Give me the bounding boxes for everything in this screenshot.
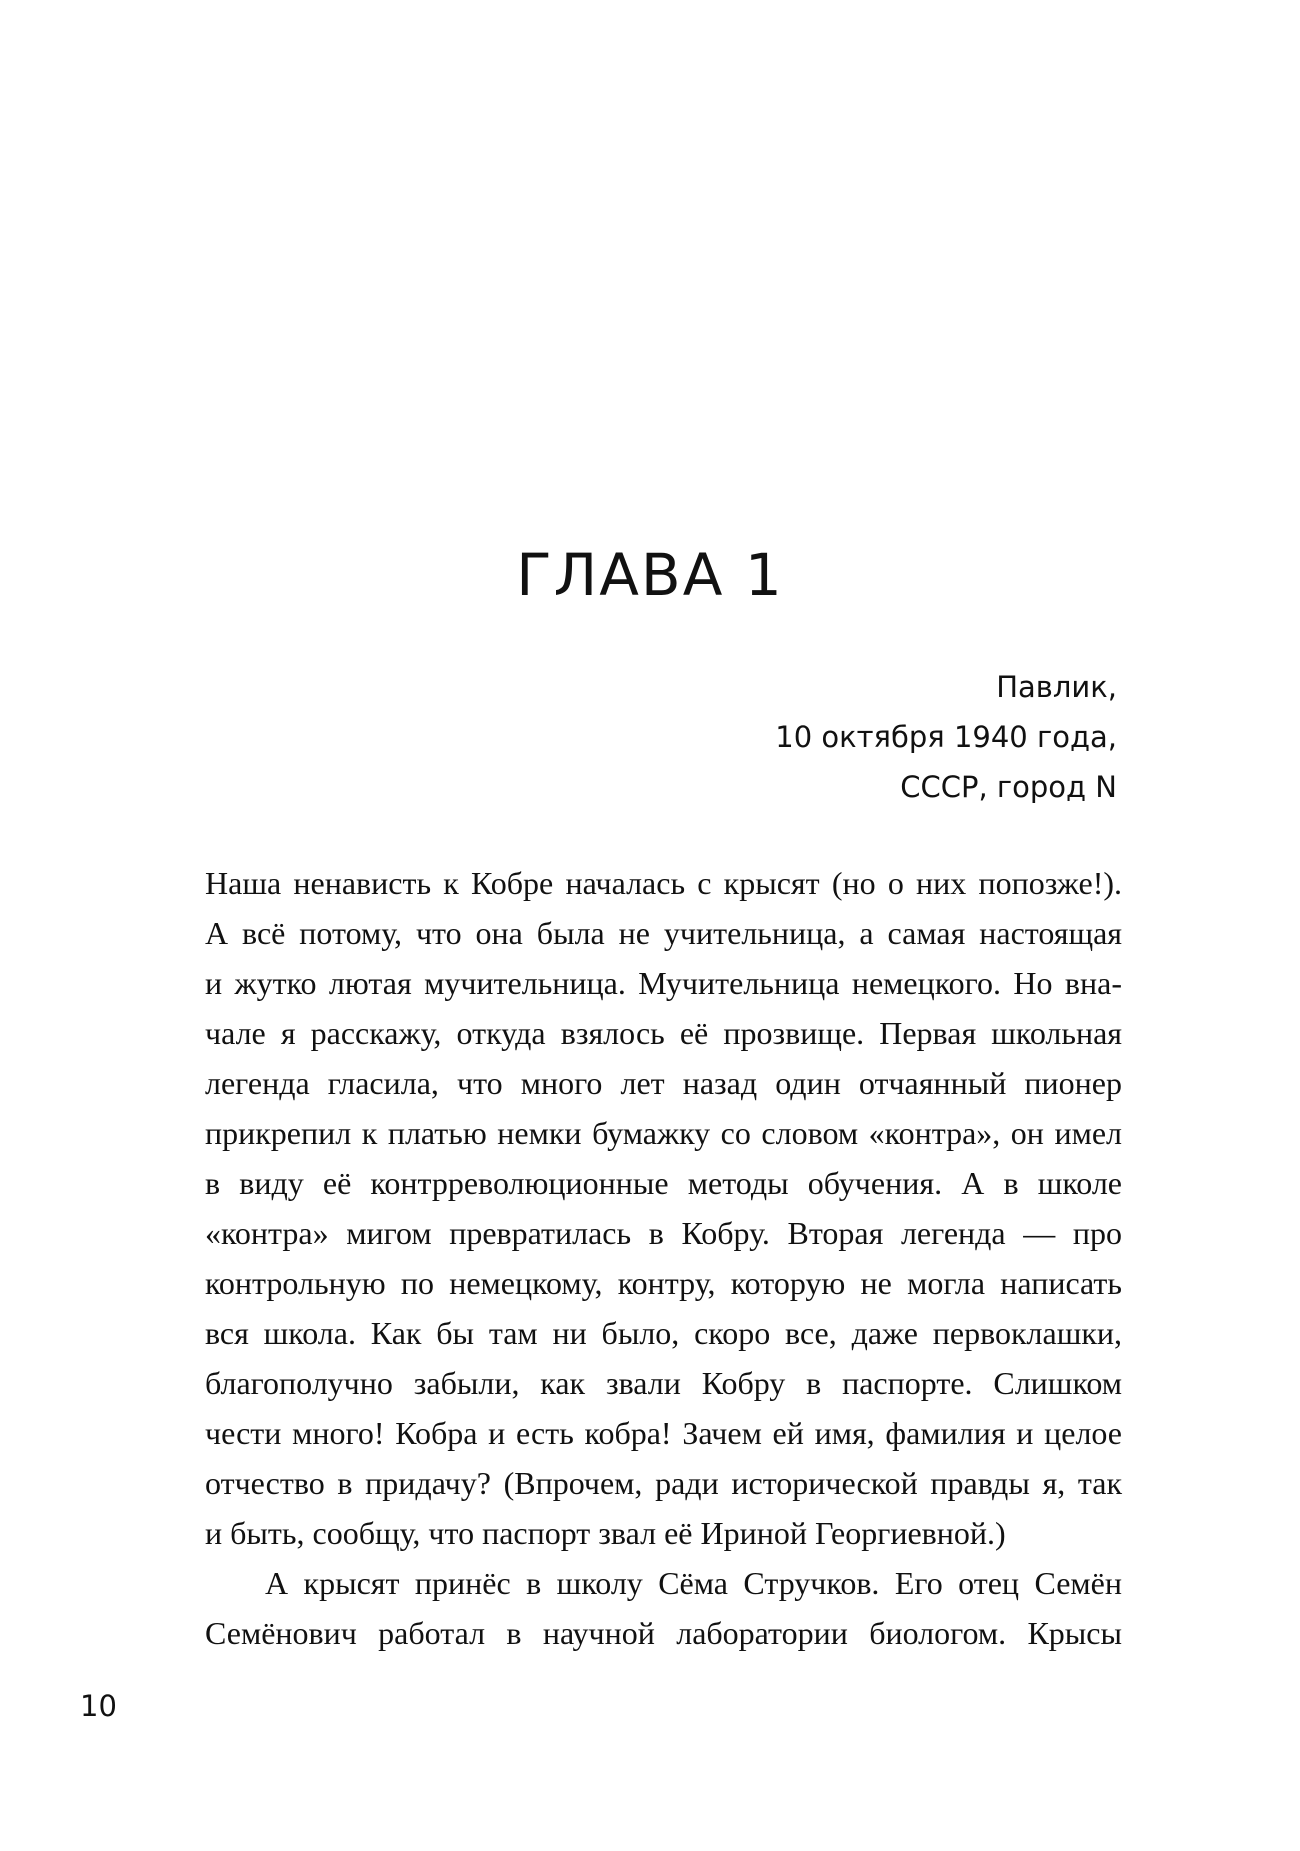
- text-line: чале я расскажу, откуда взялось её прозвище. Первая школьная: [205, 1015, 1122, 1051]
- text-line: Наша ненависть к Кобре началась с крысят (но о них попозже!).: [205, 865, 1122, 901]
- text-line: отчество в придачу? (Впрочем, ради исторической правды я, так: [205, 1465, 1122, 1501]
- text-line: вся школа. Как бы там ни было, скоро все, даже первоклашки,: [205, 1315, 1122, 1351]
- epigraph-place: СССР, город N: [900, 770, 1117, 804]
- body-text: [205, 858, 1122, 1658]
- text-line-paragraph-start: А крысят принёс в школу Сёма Стручков. Его отец Семён: [265, 1565, 1122, 1601]
- chapter-title: ГЛАВА 1: [516, 541, 784, 609]
- epigraph-date: 10 октября 1940 года,: [775, 720, 1117, 754]
- epigraph-narrator: Павлик,: [996, 670, 1117, 704]
- chapter-epigraph: [775, 662, 1117, 812]
- text-line: «контра» мигом превратилась в Кобру. Вторая легенда — про: [205, 1215, 1122, 1251]
- text-line: Семёнович работал в научной лаборатории биологом. Крысы: [205, 1615, 1122, 1651]
- page-number: 10: [80, 1689, 117, 1723]
- text-line: прикрепил к платью немки бумажку со словом «контра», он имел: [205, 1115, 1122, 1151]
- text-line: контрольную по немецкому, контру, которую не могла написать: [205, 1265, 1122, 1301]
- text-line: и жутко лютая мучительница. Мучительница немецкого. Но вна-: [205, 965, 1122, 1001]
- text-line-paragraph-end: и быть, сообщу, что паспорт звал её Ириной Георгиевной.): [205, 1515, 1006, 1551]
- text-line: А всё потому, что она была не учительница, а самая настоящая: [205, 915, 1122, 951]
- text-line: в виду её контрреволюционные методы обучения. А в школе: [205, 1165, 1122, 1201]
- text-line: благополучно забыли, как звали Кобру в паспорте. Слишком: [205, 1365, 1122, 1401]
- text-line: легенда гласила, что много лет назад один отчаянный пионер: [205, 1065, 1122, 1101]
- text-line: чести много! Кобра и есть кобра! Зачем ей имя, фамилия и целое: [205, 1415, 1122, 1451]
